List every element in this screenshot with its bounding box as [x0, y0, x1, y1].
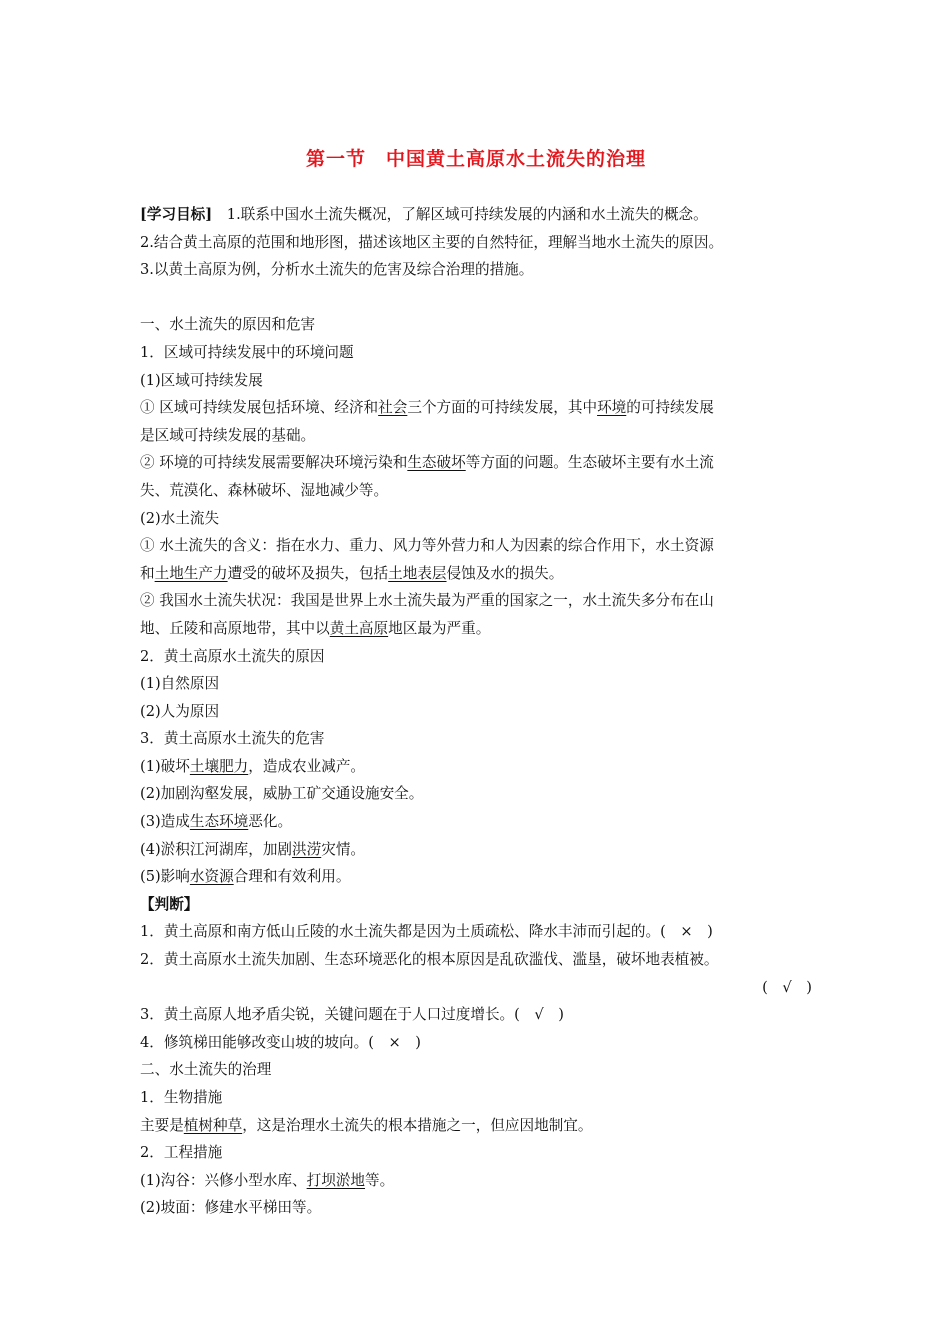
spacer — [140, 284, 812, 312]
objective-2: 2.结合黄土高原的范围和地形图，描述该地区主要的自然特征，理解当地水土流失的原因。 — [140, 233, 724, 251]
fill-blank: 土壤肥力 — [189, 757, 249, 775]
list-item: (5)影响水资源合理和有效利用。 — [140, 868, 351, 886]
judge-item-3: 3．黄土高原人地矛盾尖锐，关键问题在于人口过度增长。( √ ) — [140, 1006, 565, 1024]
paragraph-line: 是区域可持续发展的基础。 — [140, 426, 316, 444]
fill-blank: 生态破坏 — [407, 454, 466, 472]
paragraph-line: ① 区域可持续发展包括环境、经济和社会三个方面的可持续发展，其中环境的可持续发展 — [140, 399, 714, 417]
subheading: 2．黄土高原水土流失的原因 — [140, 647, 325, 665]
judge-item-4: 4．修筑梯田能够改变山坡的坡向。( × ) — [140, 1033, 421, 1051]
paragraph-line: ② 我国水土流失状况：我国是世界上水土流失最为严重的国家之一，水土流失多分布在山 — [140, 592, 714, 610]
paragraph-line: 地、丘陵和高原地带，其中以黄土高原地区最为严重。 — [140, 619, 491, 637]
subheading: 2．工程措施 — [140, 1144, 223, 1162]
fill-blank: 社会 — [378, 399, 408, 417]
subheading: (2)水土流失 — [140, 509, 220, 527]
subheading: 1．区域可持续发展中的环境问题 — [140, 343, 354, 361]
objectives-label: [学习目标] — [140, 206, 213, 223]
objective-1: [学习目标] 1.联系中国水土流失概况，了解区域可持续发展的内涵和水土流失的概念。 — [140, 206, 708, 223]
fill-blank: 生态环境 — [189, 813, 249, 831]
page-title: 第一节 中国黄土高原水土流失的治理 — [305, 148, 646, 170]
section-heading-2: 二、水土流失的治理 — [140, 1061, 272, 1079]
fill-blank: 洪涝 — [292, 840, 322, 858]
judge-label: 【判断】 — [140, 895, 199, 913]
fill-blank: 植树种草 — [183, 1116, 243, 1134]
fill-blank: 环境 — [597, 399, 627, 417]
list-item: (2)人为原因 — [140, 702, 220, 720]
fill-blank: 土地表层 — [388, 564, 447, 582]
list-item: (1)沟谷：兴修小型水库、打坝淤地等。 — [140, 1171, 395, 1189]
section-heading-1: 一、水土流失的原因和危害 — [140, 316, 316, 334]
judge-item-1: 1．黄土高原和南方低山丘陵的水土流失都是因为土质疏松、降水丰沛而引起的。( × ) — [140, 923, 713, 941]
paragraph-line: 失、荒漠化、森林破坏、湿地减少等。 — [140, 481, 389, 499]
paragraph-line: ② 环境的可持续发展需要解决环境污染和生态破坏等方面的问题。生态破坏主要有水土流 — [140, 454, 714, 472]
list-item: (2)加剧沟壑发展，威胁工矿交通设施安全。 — [140, 785, 424, 803]
list-item: (4)淤积江河湖库，加剧洪涝灾情。 — [140, 840, 366, 858]
document-page — [140, 140, 812, 1222]
list-item: (1)破坏土壤肥力，造成农业减产。 — [140, 757, 366, 775]
list-item: (1)自然原因 — [140, 675, 220, 693]
fill-blank: 土地生产力 — [154, 564, 228, 582]
judge-item-2: 2．黄土高原水土流失加剧、生态环境恶化的根本原因是乱砍滥伐、滥垦，破坏地表植被。 — [140, 951, 719, 969]
subheading: 3．黄土高原水土流失的危害 — [140, 730, 325, 748]
paragraph-line: 主要是植树种草，这是治理水土流失的根本措施之一，但应因地制宜。 — [140, 1116, 593, 1134]
subheading: 1．生物措施 — [140, 1089, 223, 1106]
judge-item-2-answer: ( √ ) — [762, 978, 812, 996]
paragraph-line: ① 水土流失的含义：指在水力、重力、风力等外营力和人为因素的综合作用下，水土资源 — [140, 537, 714, 555]
paragraph-line: 和土地生产力遭受的破坏及损失，包括土地表层侵蚀及水的损失。 — [140, 564, 564, 582]
subheading: (1)区域可持续发展 — [140, 371, 263, 389]
fill-blank: 水资源 — [189, 868, 234, 886]
list-item: (3)造成生态环境恶化。 — [140, 813, 293, 831]
objective-3: 3.以黄土高原为例，分析水土流失的危害及综合治理的措施。 — [140, 261, 534, 279]
fill-blank: 打坝淤地 — [306, 1171, 366, 1189]
fill-blank: 黄土高原 — [329, 619, 389, 637]
list-item: (2)坡面：修建水平梯田等。 — [140, 1199, 322, 1217]
